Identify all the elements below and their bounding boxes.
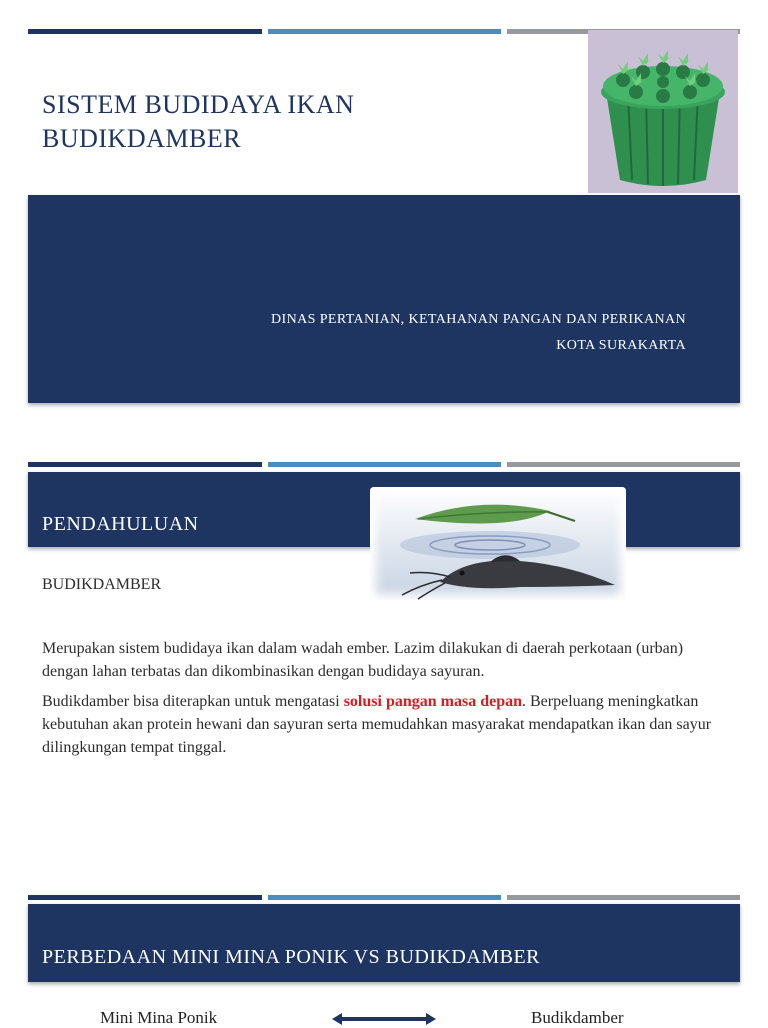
accent-bar-grey xyxy=(507,462,740,467)
slide3-heading: PERBEDAAN MINI MINA PONIK VS BUDIKDAMBER xyxy=(42,946,540,968)
slide2-subheading: BUDIKDAMBER xyxy=(42,576,162,593)
slide2-heading: PENDAHULUAN xyxy=(42,513,199,535)
catfish-icon xyxy=(370,487,626,600)
slide3-banner xyxy=(28,904,740,982)
paragraph-2-text-end: . Berpeluang meningkatkan kebutuhan akan protein hewani dan sayuran serta memudahkan masyarakat mendapatkan ikan dan sayur dilingkungan tempat tinggal. xyxy=(42,693,712,756)
accent-bar-blue xyxy=(268,895,501,900)
paragraph-1: Merupakan sistem budidaya ikan dalam wadah ember. Lazim dilakukan di daerah perkotaan (urban) dengan lahan terbatas dan dikombinasikan dengan budidaya sayuran. xyxy=(42,640,684,680)
right-column-label: Budikdamber xyxy=(531,1008,624,1027)
accent-bar-blue xyxy=(268,462,501,467)
paragraph-2 xyxy=(42,690,732,759)
slide1-title: SISTEM BUDIDAYA IKAN BUDIKDAMBER xyxy=(42,90,355,153)
accent-bar-navy xyxy=(28,29,262,34)
bucket-image xyxy=(588,30,738,193)
catfish-image xyxy=(370,487,626,600)
accent-bar-grey xyxy=(507,895,740,900)
accent-bar-navy xyxy=(28,462,262,467)
accent-bar-blue xyxy=(268,29,501,34)
slide1-banner xyxy=(28,195,740,403)
left-column-label: Mini Mina Ponik xyxy=(100,1008,218,1027)
org-line1: DINAS PERTANIAN, KETAHANAN PANGAN DAN PERIKANAN xyxy=(271,312,686,327)
highlight-text: solusi pangan masa depan xyxy=(343,693,522,710)
org-line2: KOTA SURAKARTA xyxy=(556,338,686,353)
bucket-icon xyxy=(588,30,738,193)
paragraph-2-text-start: Budikdamber bisa diterapkan untuk mengatasi xyxy=(42,693,344,710)
accent-bar-navy xyxy=(28,895,262,900)
